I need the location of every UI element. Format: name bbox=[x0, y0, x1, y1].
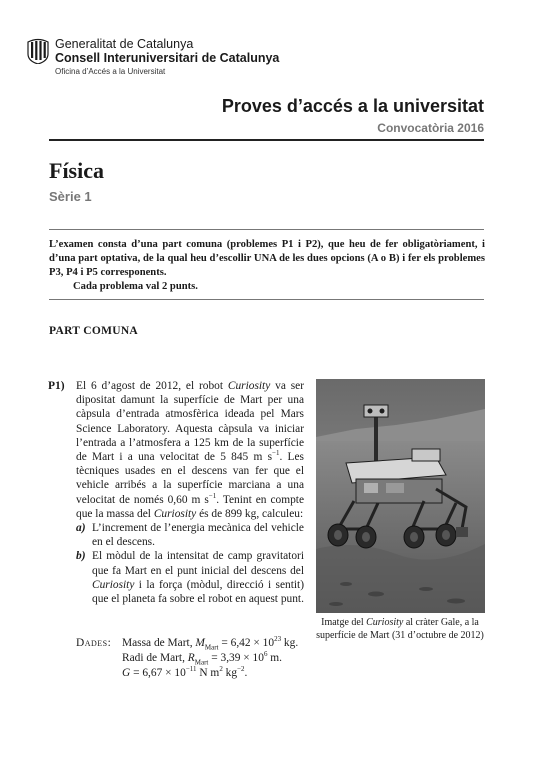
curiosity-rover-photo bbox=[316, 379, 485, 613]
question-a: a) L’increment de l’energia mecànica del vehicle en el descens. bbox=[76, 522, 304, 549]
figure-caption: Imatge del Curiosity al cràter Gale, a la superfície de Mart (31 d’octubre de 2012) bbox=[316, 617, 484, 641]
exam-instructions bbox=[49, 238, 485, 294]
institution-name: Generalitat de Catalunya bbox=[55, 37, 194, 51]
instructions-text: L’examen consta d’una part comuna (problemes P1 i P2), que heu de fer obligatòriament, i d’una part optativa, de la qual heu d’escollir UNA de les dues opcions (A o B) i fer els problemes P3, P4 i P5 corresponents. bbox=[49, 239, 485, 278]
problem-statement bbox=[76, 379, 304, 606]
series-label: Sèrie 1 bbox=[49, 189, 92, 204]
data-gravitational-constant: $G = 6,67 \times 10^{-11}$ N $m^2$ $kg^{-2}$. bbox=[122, 665, 248, 679]
problem-intro: El 6 d’agost de 2012, el robot Curiosity va ser dipositat damunt la superfície de Mart per una càpsula d’entrada atmosfèrica ideada pel Mars Science Laboratory. Aquesta càpsula va iniciar l’entrada a l’atmosfera a 125 km de la superfície de Mart i a una velocitat de 5 845 m $s^{-1}$. Les tècniques usades en el descens van fer que el vehicle arribés a la superfície marciana a una velocitat de només 0,60 m $s^{-1}$. Tenint en compte que la massa del Curiosity és de 899 kg, calculeu: bbox=[76, 380, 304, 520]
data-mass: Massa de Mart, $M_{Mart} = 6,42 \times 10^{23}$ kg. bbox=[122, 635, 299, 652]
divider bbox=[49, 299, 484, 300]
data-label: Dades: bbox=[76, 637, 112, 649]
divider bbox=[49, 229, 484, 230]
question-letter: a) bbox=[76, 522, 86, 535]
question-letter: b) bbox=[76, 550, 86, 563]
office-name: Oficina d’Accés a la Universitat bbox=[55, 67, 166, 76]
points-note: Cada problema val 2 punts. bbox=[73, 281, 198, 292]
subject-title: Física bbox=[49, 158, 104, 183]
exam-title: Proves d’accés a la universitat bbox=[221, 96, 484, 116]
data-block bbox=[76, 636, 306, 681]
question-b: b) El mòdul de la intensitat de camp gravitatori que fa Mart en el punt inicial del descens del Curiosity i la força (mòdul, direcció i sentit) que el planeta fa sobre el robot en aquest punt. bbox=[76, 550, 304, 606]
header-divider bbox=[49, 139, 484, 141]
problem-label: P1) bbox=[48, 380, 65, 392]
data-radius: Radi de Mart, $R_{Mart} = 3,39 \times 10^6$ m. bbox=[122, 650, 283, 667]
generalitat-logo-icon bbox=[27, 38, 49, 64]
council-name: Consell Interuniversitari de Catalunya bbox=[55, 51, 280, 65]
exam-session: Convocatòria 2016 bbox=[377, 121, 484, 135]
part-heading: PART COMUNA bbox=[49, 325, 139, 337]
